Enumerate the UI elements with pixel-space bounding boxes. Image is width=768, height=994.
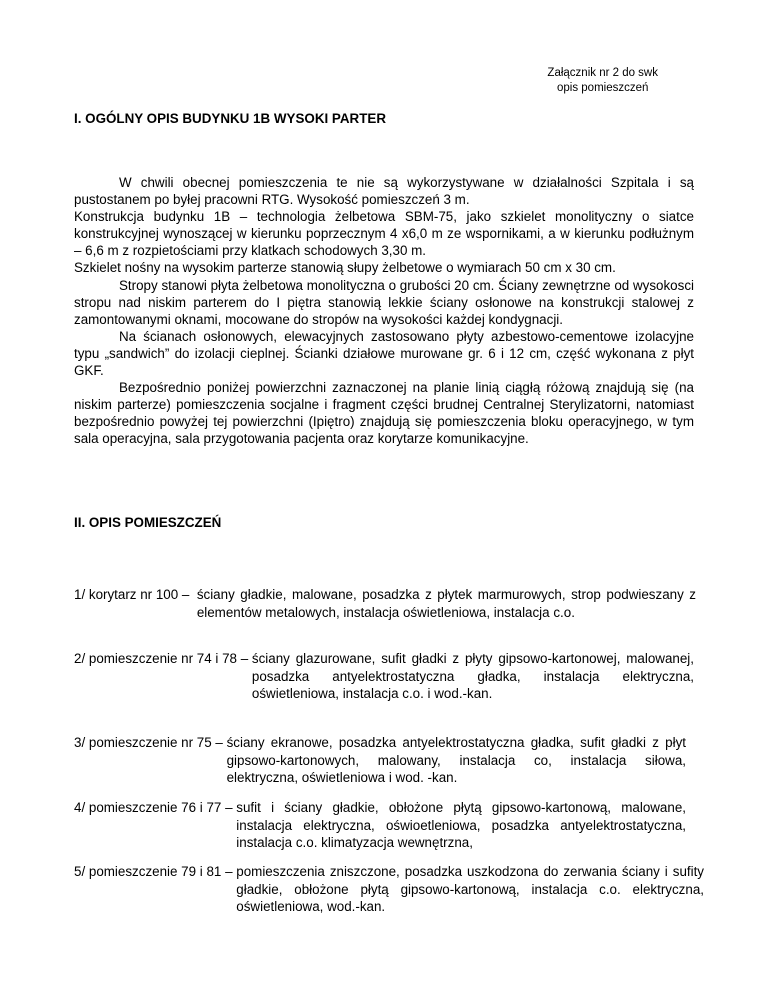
- section-1-title: I. OGÓLNY OPIS BUDYNKU 1B WYSOKI PARTER: [74, 111, 386, 126]
- section-1-body: [74, 174, 694, 448]
- annex-line-1: Załącznik nr 2 do swk: [547, 67, 658, 79]
- annex-note: [547, 66, 658, 96]
- section-2-title: II. OPIS POMIESZCZEŃ: [74, 515, 222, 530]
- paragraph-4: Stropy stanowi płyta żelbetowa monolityczna o grubości 20 cm. Ściany zewnętrzne od wysokosci stropu nad niskim parterem do I piętra stanowią lekkie ściany osłonowe na konstrukcji stalowej z zamontowanymi oknami, mocowane do stropów na wysokości każdej kondygnacji.: [74, 277, 694, 327]
- paragraph-2: Konstrukcja budynku 1B – technologia żelbetowa SBM-75, jako szkielet monolityczny o siatce konstrukcyjnej wynoszącej w kierunku poprzecznym 4 x6,0 m ze wspornikami, a w kierunku podłużnym – 6,6 m z rozpietościami przy klatkach schodowych 3,30 m.: [74, 209, 694, 259]
- room-item-1-text: ściany gładkie, malowane, posadzka z płytek marmurowych, strop podwieszany z elementów metalowych, instalacja oświetleniowa, instalacja c.o.: [196, 587, 696, 620]
- room-item-1: [74, 586, 696, 621]
- room-item-5: [74, 863, 704, 916]
- paragraph-1: W chwili obecnej pomieszczenia te nie są wykorzystywane w działalności Szpitala i są pustostanem po byłej pracowni RTG. Wysokość pomieszczeń 3 m.: [74, 175, 694, 208]
- room-item-1-lead: 1/ korytarz nr 100 –: [74, 587, 197, 602]
- paragraph-6: Bezpośrednio poniżej powierzchni zaznaczonej na planie linią ciągłą różową znajdują się (na niskim parterze) pomieszczenia socjalne i fragment części brudnej Centralnej Sterylizatorni, natomiast bezpośrednio powyżej tej powierzchni (Ipiętro) znajdują się pomieszczenia bloku operacyjnego, w tym sala operacyjna, sala przygotowania pacjenta oraz korytarze komunikacyjne.: [74, 380, 694, 447]
- room-item-3: [74, 734, 686, 787]
- room-item-3-text: ściany ekranowe, posadzka antyelektrostatyczna gładka, sufit gładki z płyt gipsowo-kartonowych, malowany, instalacja co, instalacja siłowa, elektryczna, oświetleniowa i wod. -kan.: [226, 735, 686, 786]
- paragraph-3: Szkielet nośny na wysokim parterze stanowią słupy żelbetowe o wymiarach 50 cm x 30 cm.: [74, 260, 616, 276]
- room-item-5-text: pomieszczenia zniszczone, posadzka uszkodzona do zerwania ściany i sufity gładkie, obłożone płytą gipsowo-kartonową, instalacja c.o. elektryczna, oświetleniowa, wod.-kan.: [236, 864, 704, 915]
- room-item-2-lead: 2/ pomieszczenie nr 74 i 78 –: [74, 651, 252, 666]
- room-item-2: [74, 650, 694, 703]
- room-item-5-lead: 5/ pomieszczenie 79 i 81 –: [74, 864, 237, 879]
- room-item-4-lead: 4/ pomieszczenie 76 i 77 –: [74, 800, 237, 815]
- room-item-2-text: ściany glazurowane, sufit gładki z płyty gipsowo-kartonowej, malowanej, posadzka antyelektrostatyczna gładka, instalacja elektryczna, oświetleniowa, instalacja c.o. i wod.-kan.: [251, 651, 694, 702]
- annex-line-2: opis pomieszczeń: [557, 82, 649, 94]
- paragraph-5: Na ścianach osłonowych, elewacyjnych zastosowano płyty azbestowo-cementowe izolacyjne typu „sandwich” do izolacji cieplnej. Ścianki działowe murowane gr. 6 i 12 cm, część wykonana z płyt GKF.: [74, 328, 694, 379]
- room-item-3-lead: 3/ pomieszczenie nr 75 –: [74, 735, 227, 750]
- room-item-4-text: sufit i ściany gładkie, obłożone płytą gipsowo-kartonową, malowane, instalacja elektryczna, oświoetleniowa, posadzka antyelektrostatyczna, instalacja c.o. klimatyzacja wewnętrzna,: [236, 800, 686, 851]
- room-item-4: [74, 799, 686, 852]
